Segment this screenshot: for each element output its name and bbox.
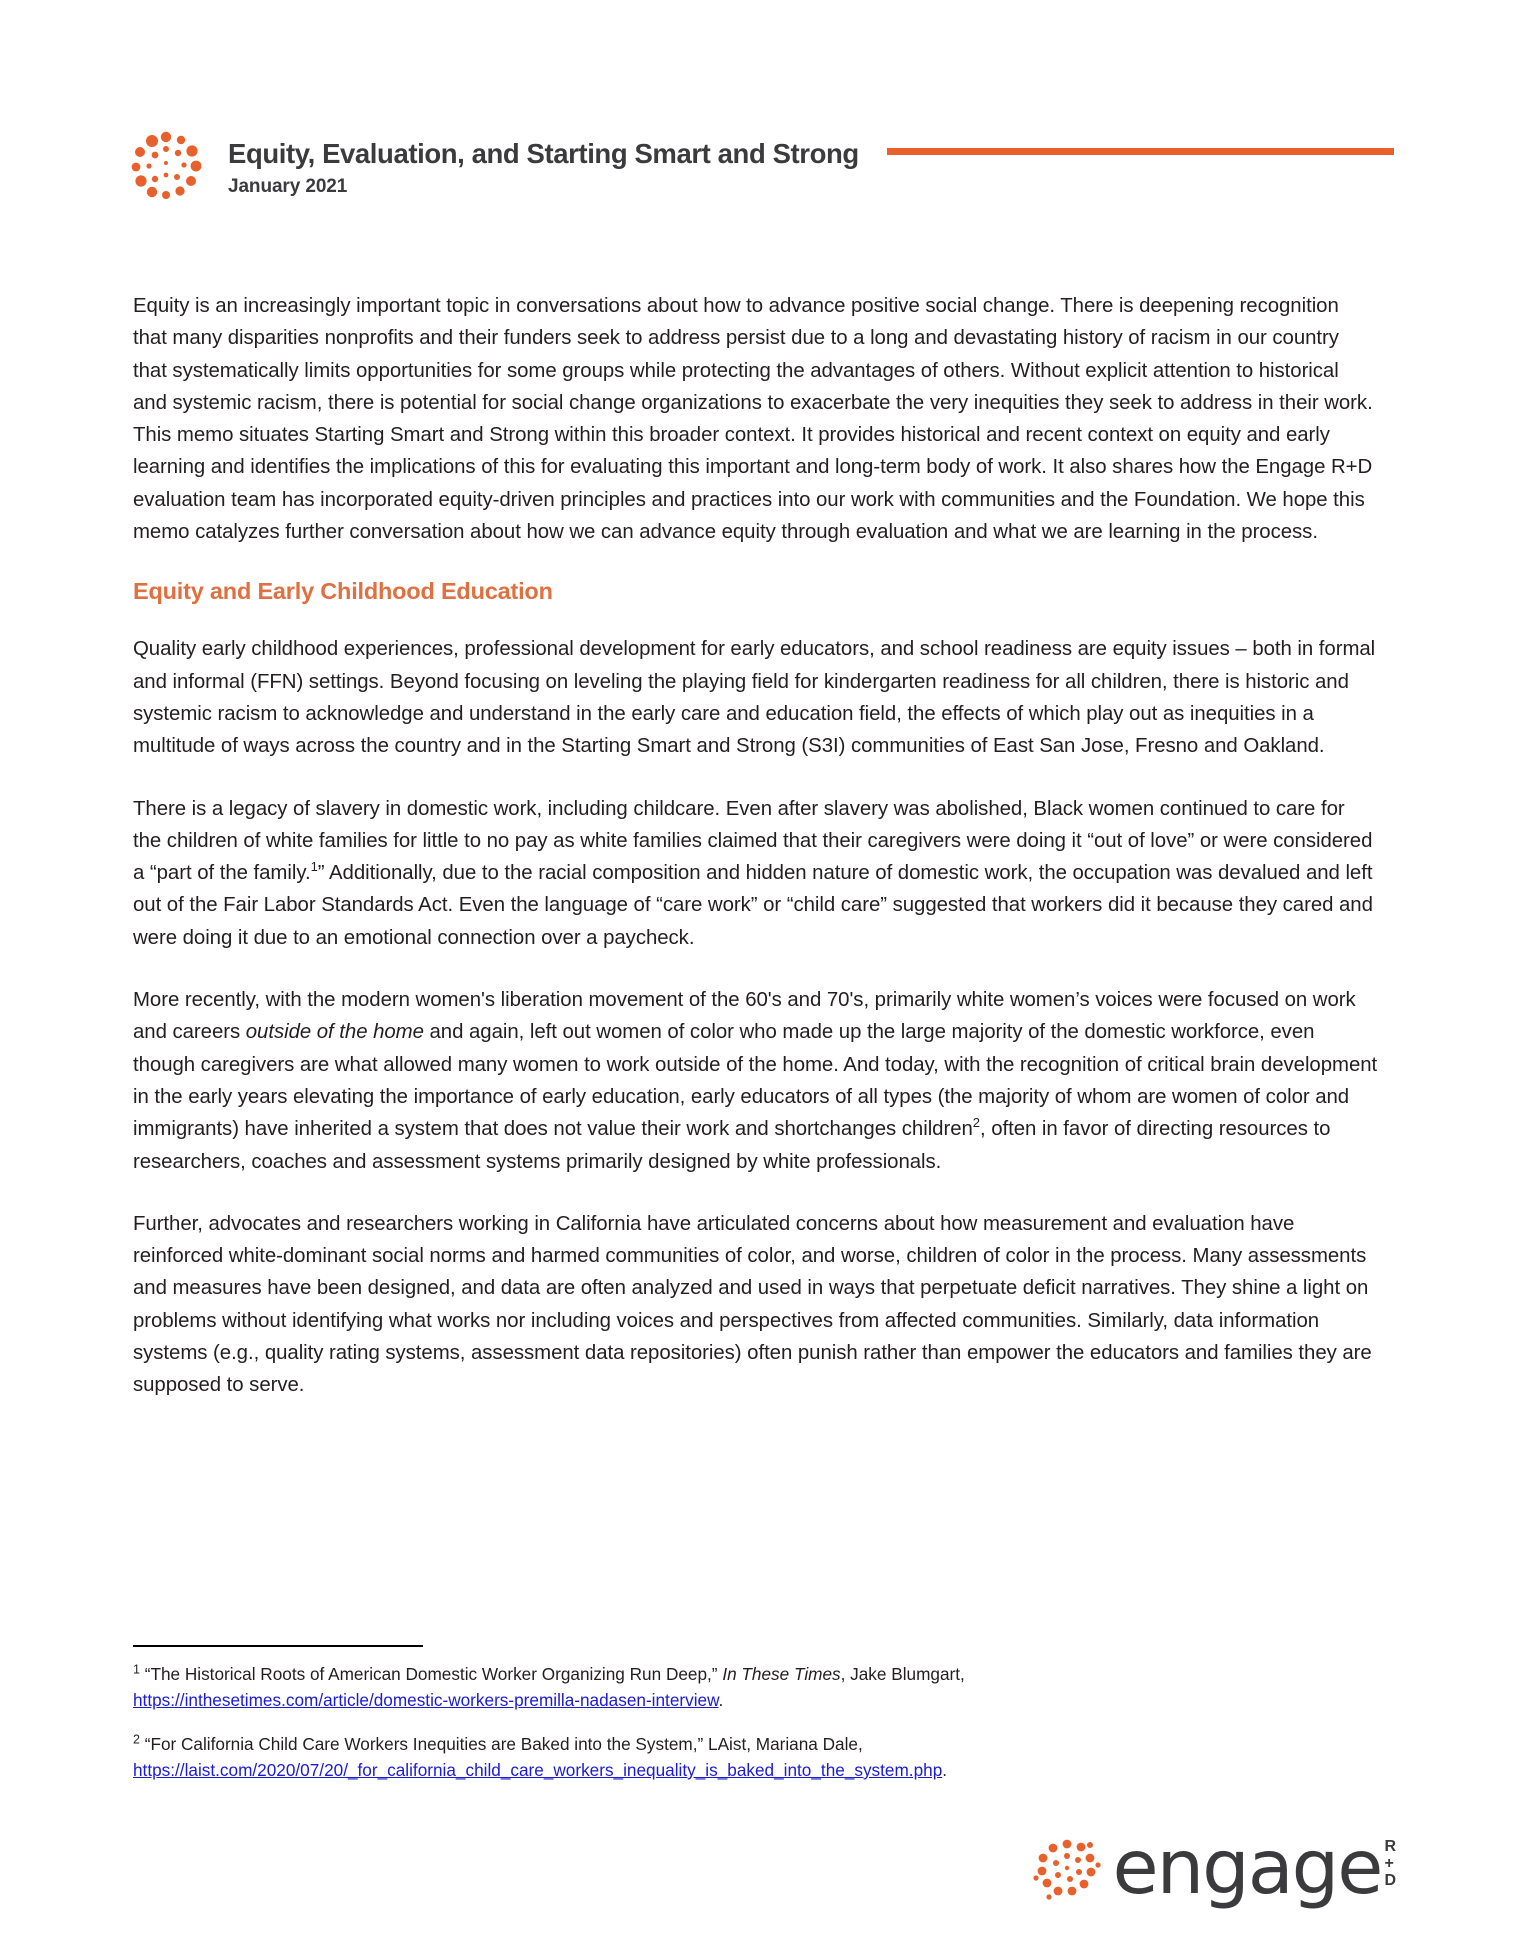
footnote-1-text-after: , Jake Blumgart, [840,1664,965,1684]
document-body [133,290,1378,1402]
header-text-block [228,136,859,199]
rd-letter-plus: + [1384,1855,1394,1872]
rd-letter-d: D [1384,1872,1396,1889]
header-accent-rule [887,148,1394,155]
footnote-number-2: 2 [133,1732,140,1747]
footnote-number-1: 1 [133,1662,140,1677]
footnote-1-publication: In These Times [722,1664,841,1684]
engage-spiral-dot-icon [1028,1829,1106,1907]
footnote-ref-1[interactable]: 1 [310,859,318,875]
footnote-1-text-before: “The Historical Roots of American Domestic Worker Organizing Run Deep,” [139,1664,723,1684]
footnotes-section [133,1645,1283,1783]
par3-text-b: ” Additionally, due to the racial composition and hidden nature of domestic work, the occupation was devalued and left out of the Fair Labor Standards Act. Even the language of “care work” or “child care” suggested that workers did it because they cared and were doing it due to an emotional connection over a paycheck. [133,862,1373,949]
page-title: Equity, Evaluation, and Starting Smart and Strong [228,137,859,169]
par4-italic-phrase: outside of the home [245,1021,424,1044]
rd-superscript [1384,1838,1396,1889]
footnote-2-link[interactable]: https://laist.com/2020/07/20/_for_california_child_care_workers_inequality_is_baked_into_the_system.php [133,1760,943,1780]
engage-wordmark: engage [1112,1823,1382,1912]
paragraph-more-recently [133,984,1378,1178]
document-date: January 2021 [228,176,348,198]
paragraph-quality-early-childhood: Quality early childhood experiences, professional development for early educators, and school readiness are equity issues – both in formal and informal (FFN) settings. Beyond focusing on leveling the playing field for kindergarten readiness for all children, there is historic and systemic racism to acknowledge and understand in the early care and education field, the effects of which play out as inequities in a multitude of ways across the country and in the Starting Smart and Strong (S3I) communities of East San Jose, Fresno and Oakland. [133,638,1376,758]
par4-text-a: More recently, with the modern women's liberation movement of the 60's and 70's, primarily white women’s voices were focused on work and careers [133,989,1356,1044]
footnote-2-text-before: “For California Child Care Workers Inequities are Baked into the System,” LAist, Mariana Dale, [139,1734,863,1754]
document-header [128,128,1394,206]
paragraph-legacy-of-slavery [133,793,1378,954]
footnote-1-link[interactable]: https://inthesetimes.com/article/domestic-workers-premilla-nadasen-interview [133,1690,719,1710]
paragraph-intro: Equity is an increasingly important topic in conversations about how to advance positive social change. There is deepening recognition that many disparities nonprofits and their funders seek to address persist due to a long and devastating history of racism in our country that systematically limits opportunities for some groups while protecting the advantages of others. Without explicit attention to historical and systemic racism, there is potential for social change organizations to exacerbate the very inequities they seek to address in their work. This memo situates Starting Smart and Strong within this broader context. It provides historical and recent context on equity and early learning and identifies the implications of this for evaluating this important and long-term body of work. It also shares how the Engage R+D evaluation team has incorporated equity-driven principles and practices into our work with communities and the Foundation. We hope this memo catalyzes further conversation about how we can advance equity through evaluation and what we are learning in the process. [133,295,1373,544]
engage-rd-footer-logo [1028,1823,1396,1912]
footnote-1-trailing: . [718,1690,724,1710]
footnote-separator-rule [133,1645,423,1647]
par4-text-b: and again, left out women of color who made up the large majority of the domestic workforce, even though caregivers are what allowed many women to work outside of the home. And today, with the recognition of critical brain development in the early years elevating the importance of early education, early educators of all types (the majority of whom are women of color and immigrants) have inherited a system that does not value their work and shortchanges children [133,1021,1378,1141]
engage-dot-cluster-icon [128,129,204,205]
par4-text-c: , often in favor of directing resources to researchers, coaches and assessment systems primarily designed by white professionals. [133,1118,1331,1173]
footnote-ref-2[interactable]: 2 [972,1115,980,1131]
paragraph-further-advocates: Further, advocates and researchers working in California have articulated concerns about how measurement and evaluation have reinforced white-dominant social norms and harmed communities of color, and worse, children of color in the process. Many assessments and measures have been designed, and data are often analyzed and used in ways that perpetuate deficit narratives. They shine a light on problems without identifying what works nor including voices and perspectives from affected communities. Similarly, data information systems (e.g., quality rating systems, assessment data repositories) often punish rather than empower the educators and families they are supposed to serve. [133,1212,1372,1397]
rd-letter-r: R [1384,1838,1396,1855]
par3-text-a: There is a legacy of slavery in domestic work, including childcare. Even after slavery was abolished, Black women continued to care for the children of white families for little to no pay as white families claimed that their caregivers were doing it “out of love” or were considered a “part of the family. [133,797,1373,885]
section-heading-equity-early-childhood: Equity and Early Childhood Education [133,578,553,605]
footnote-item-2 [133,1731,1283,1783]
footnote-item-1 [133,1661,1283,1713]
footnote-2-trailing: . [942,1760,948,1780]
